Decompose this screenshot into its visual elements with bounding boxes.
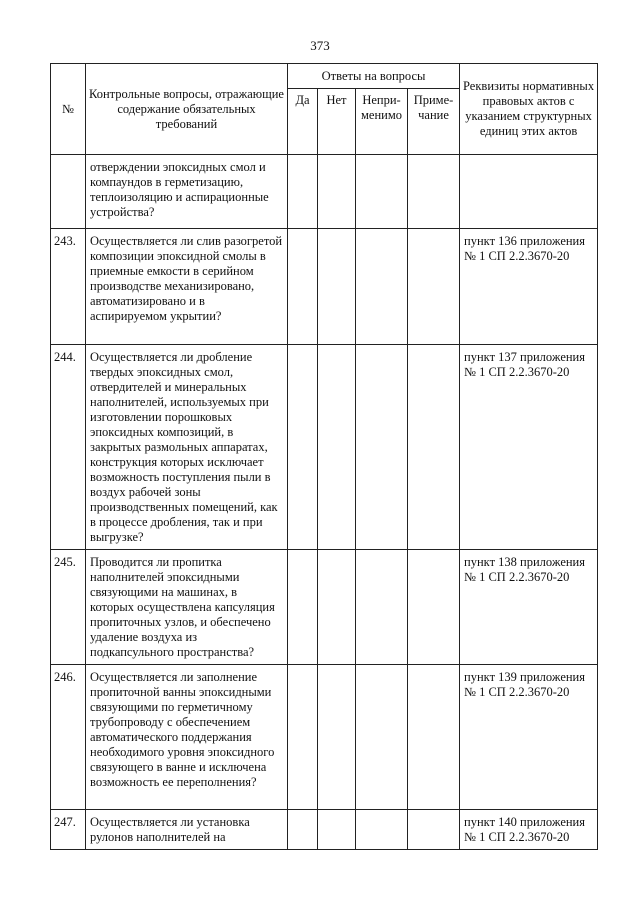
answer-note-cell[interactable] [408, 550, 460, 665]
table-row [51, 550, 598, 665]
row-question: Осуществляется ли установка рулонов наполнителей на [86, 810, 288, 850]
row-question: Проводится ли пропитка наполнителей эпоксидными связующими на машинах, в которых осуществлена капсуляция пропиточных узлов, и обеспечено удаление воздуха из подкапсульного пространства? [86, 550, 288, 665]
answer-note-cell[interactable] [408, 229, 460, 345]
answer-yes-cell[interactable] [288, 665, 318, 810]
row-number: 247. [51, 810, 86, 850]
header-note: Приме-чание [408, 89, 460, 155]
row-number: 245. [51, 550, 86, 665]
row-number: 246. [51, 665, 86, 810]
row-question: Осуществляется ли дробление твердых эпоксидных смол, отвердителей и минеральных наполнителей, используемых при изготовлении порошковых эпоксидных композиций, в закрытых размольных аппаратах, конструкция которых исключает возможность поступления пыли в воздух рабочей зоны производственных помещений, как в процессе дробления, так и при выгрузке? [86, 345, 288, 550]
answer-yes-cell[interactable] [288, 550, 318, 665]
answer-no-cell[interactable] [318, 550, 356, 665]
header-yes: Да [288, 89, 318, 155]
answer-no-cell[interactable] [318, 810, 356, 850]
header-question: Контрольные вопросы, отражающие содержание обязательных требований [86, 64, 288, 155]
answer-yes-cell[interactable] [288, 229, 318, 345]
row-reference: пункт 140 приложения № 1 СП 2.2.3670-20 [460, 810, 598, 850]
header-number: № [51, 64, 86, 155]
answer-note-cell[interactable] [408, 810, 460, 850]
answer-yes-cell[interactable] [288, 345, 318, 550]
table-row [51, 229, 598, 345]
header-answers: Ответы на вопросы [288, 64, 460, 89]
header-no: Нет [318, 89, 356, 155]
answer-not-applicable-cell[interactable] [356, 665, 408, 810]
row-question: отверждении эпоксидных смол и компаундов в герметизацию, теплоизоляцию и аспирационные устройства? [86, 155, 288, 229]
answer-no-cell[interactable] [318, 345, 356, 550]
row-reference [460, 155, 598, 229]
answer-not-applicable-cell[interactable] [356, 155, 408, 229]
checklist-table [50, 63, 598, 850]
answer-no-cell[interactable] [318, 155, 356, 229]
row-number: 244. [51, 345, 86, 550]
answer-note-cell[interactable] [408, 665, 460, 810]
answer-no-cell[interactable] [318, 665, 356, 810]
answer-no-cell[interactable] [318, 229, 356, 345]
row-number [51, 155, 86, 229]
row-reference: пункт 139 приложения № 1 СП 2.2.3670-20 [460, 665, 598, 810]
answer-note-cell[interactable] [408, 155, 460, 229]
answer-not-applicable-cell[interactable] [356, 229, 408, 345]
table-row [51, 345, 598, 550]
answer-yes-cell[interactable] [288, 155, 318, 229]
answer-not-applicable-cell[interactable] [356, 550, 408, 665]
row-reference: пункт 138 приложения № 1 СП 2.2.3670-20 [460, 550, 598, 665]
table-row [51, 155, 598, 229]
answer-not-applicable-cell[interactable] [356, 810, 408, 850]
answer-yes-cell[interactable] [288, 810, 318, 850]
row-question: Осуществляется ли слив разогретой композиции эпоксидной смолы в приемные емкости в серийном производстве механизировано, автоматизировано и в аспирируемом укрытии? [86, 229, 288, 345]
row-number: 243. [51, 229, 86, 345]
header-reference: Реквизиты нормативных правовых актов с указанием структурных единиц этих актов [460, 64, 598, 155]
row-reference: пункт 137 приложения № 1 СП 2.2.3670-20 [460, 345, 598, 550]
table-row [51, 810, 598, 850]
page-number: 373 [310, 38, 330, 53]
table-row [51, 665, 598, 810]
answer-not-applicable-cell[interactable] [356, 345, 408, 550]
row-question: Осуществляется ли заполнение пропиточной ванны эпоксидными связующими по герметичному трубопроводу с обеспечением автоматического поддержания необходимого уровня эпоксидного связующего в ванне и исключена возможность ее переполнения? [86, 665, 288, 810]
row-reference: пункт 136 приложения № 1 СП 2.2.3670-20 [460, 229, 598, 345]
header-not-applicable: Непри-менимо [356, 89, 408, 155]
answer-note-cell[interactable] [408, 345, 460, 550]
